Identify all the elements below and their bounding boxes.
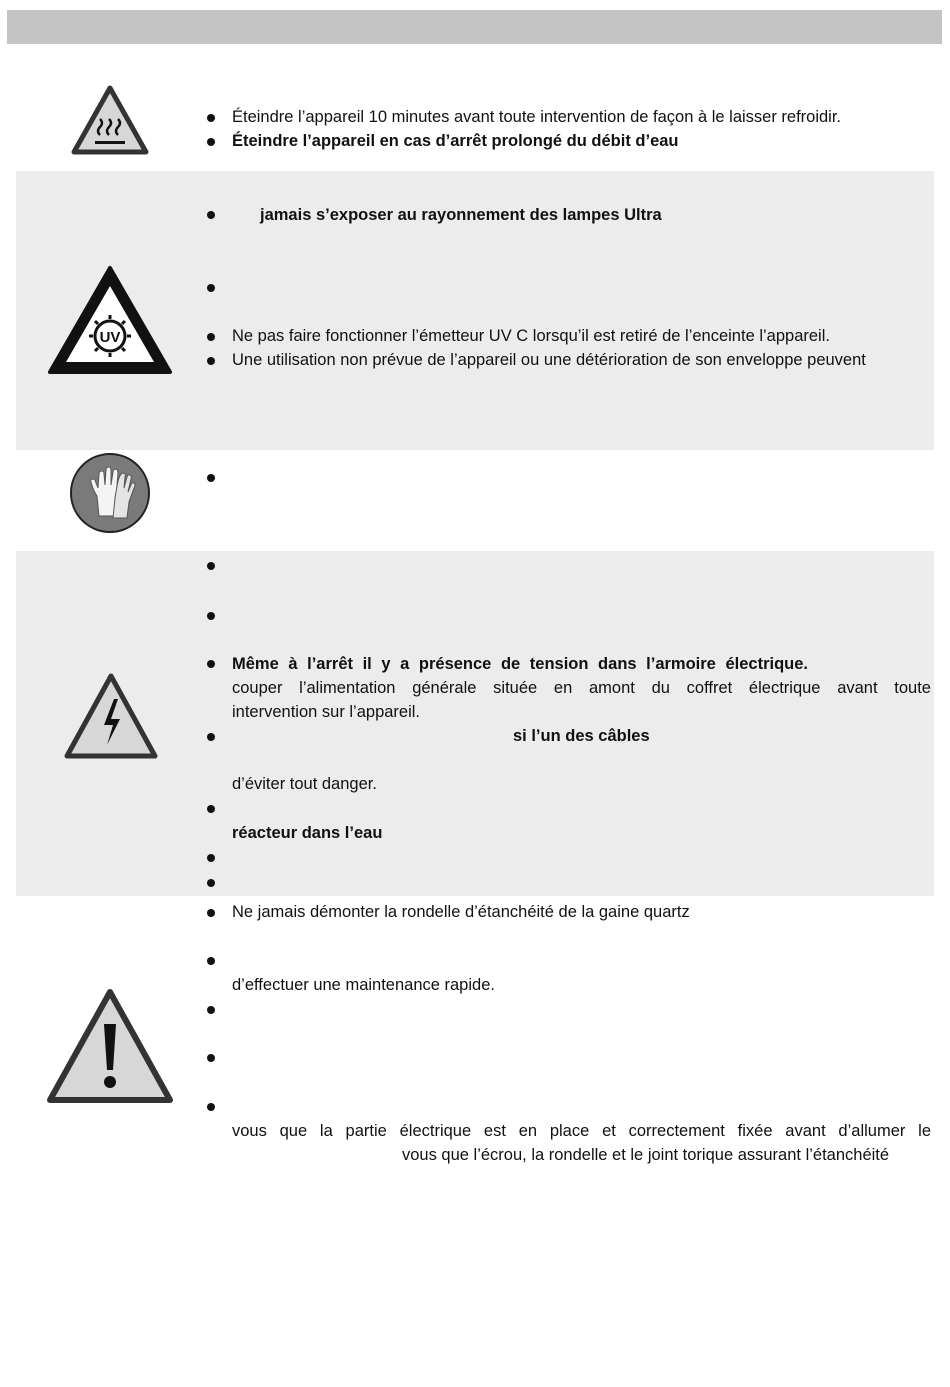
uv-icon-text: UV bbox=[99, 329, 121, 346]
bullet bbox=[207, 474, 215, 482]
bullet bbox=[207, 333, 215, 341]
list-item: Éteindre l’appareil 10 minutes avant toute intervention de façon à le laisser refroidir. bbox=[232, 108, 842, 126]
bullet bbox=[207, 805, 215, 813]
bullet bbox=[207, 1054, 215, 1062]
bullet bbox=[207, 114, 215, 122]
list-item: Ne jamais démonter la rondelle d’étanchéité de la gaine quartz bbox=[232, 903, 690, 921]
bullet bbox=[207, 733, 215, 741]
list-item-continuation: réacteur dans l’eau bbox=[232, 824, 383, 842]
bullet bbox=[207, 854, 215, 862]
bullet bbox=[207, 138, 215, 146]
bullet bbox=[207, 957, 215, 965]
general-warning-icon bbox=[46, 988, 174, 1109]
bullet bbox=[207, 211, 215, 219]
bullet bbox=[207, 909, 215, 917]
list-item-continuation: d’éviter tout danger. bbox=[232, 775, 377, 793]
bullet bbox=[207, 1103, 215, 1111]
list-item: si l’un des câbles bbox=[513, 727, 650, 745]
bullet bbox=[207, 1006, 215, 1014]
list-item-continuation: d’effectuer une maintenance rapide. bbox=[232, 976, 495, 994]
bullet bbox=[207, 562, 215, 570]
list-item-continuation: couper l’alimentation générale située en amont du coffret électrique avant toute bbox=[232, 679, 931, 697]
bullet bbox=[207, 612, 215, 620]
hot-surface-warning-icon bbox=[71, 85, 149, 160]
electric-shock-warning-icon bbox=[64, 673, 158, 764]
bullet bbox=[207, 357, 215, 365]
list-item-continuation: intervention sur l’appareil. bbox=[232, 703, 421, 721]
list-item: jamais s’exposer au rayonnement des lampes Ultra bbox=[260, 206, 662, 224]
list-item: Éteindre l’appareil en cas d’arrêt prolongé du débit d’eau bbox=[232, 132, 679, 150]
list-item-continuation: vous que l’écrou, la rondelle et le joint torique assurant l’étanchéité bbox=[402, 1146, 890, 1164]
bullet bbox=[207, 284, 215, 292]
wear-gloves-icon bbox=[69, 452, 151, 539]
list-item: Même à l’arrêt il y a présence de tension dans l’armoire électrique. bbox=[232, 655, 808, 673]
bullet bbox=[207, 660, 215, 668]
list-item: Ne pas faire fonctionner l’émetteur UV C lorsqu’il est retiré de l’enceinte l’appareil. bbox=[232, 327, 830, 345]
list-item: Une utilisation non prévue de l’appareil ou une détérioration de son enveloppe peuvent bbox=[232, 351, 866, 369]
header-bar bbox=[7, 10, 942, 44]
bullet bbox=[207, 879, 215, 887]
list-item-continuation: vous que la partie électrique est en place et correctement fixée avant d’allumer le bbox=[232, 1122, 931, 1140]
uv-radiation-warning-icon bbox=[46, 264, 174, 381]
